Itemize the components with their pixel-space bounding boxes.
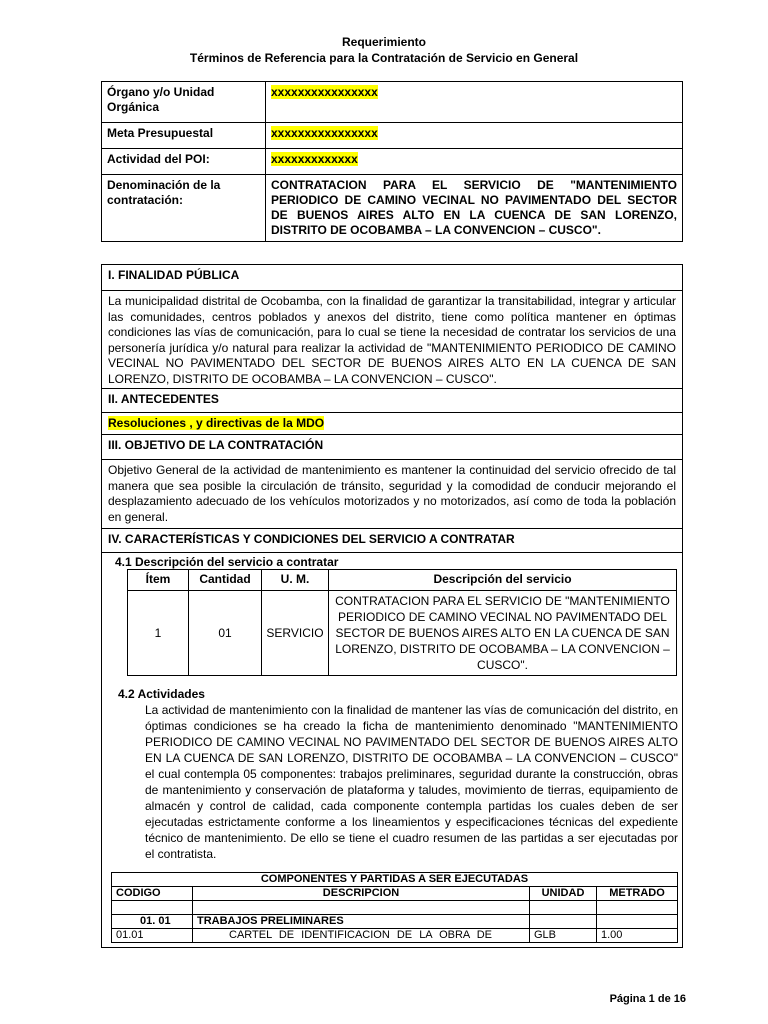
row-descripcion: TRABAJOS PRELIMINARES — [193, 915, 530, 929]
organo-label: Órgano y/o Unidad Orgánica — [102, 82, 266, 123]
row-codigo: 01. 01 — [112, 915, 193, 929]
section-3-text: Objetivo General de la actividad de mantenimiento es mantener la continuidad del servicio ofrecido de tal manera que sea posible la circulación de tránsito, seguridad y la comodidad de conducir mejorando el desplazamiento adecuado de los vehículos motorizados y no motorizados, así como de toda la población en general. — [108, 463, 676, 524]
row-um: SERVICIO — [262, 591, 329, 676]
table-row — [112, 915, 678, 929]
row-metrado — [597, 915, 678, 929]
row-descripcion: CONTRATACION PARA EL SERVICIO DE "MANTENIMIENTO PERIODICO DE CAMINO VECINAL NO PAVIMENTADO DEL SECTOR DE BUENOS AIRES ALTO EN LA CUENCA DE SAN LORENZO, DISTRITO DE OCOBAMBA – LA CONVENCION – CUSCO". — [329, 591, 677, 676]
col-cantidad: Cantidad — [189, 570, 262, 591]
section-1-text: La municipalidad distrital de Ocobamba, con la finalidad de garantizar la transitabilidad, integrar y articular las comunidades, centros poblados y anexos del distrito, tiene como política mantener en óptimas condiciones las vías de comunicación, para lo cual se tiene la necesidad de contratar los servicios de una personería jurídica y/o natural para realizar la actividad de "MANTENIMIENTO PERIODICO DE CAMINO VECINAL NO PAVIMENTADO DEL SECTOR DE BUENOS AIRES ALTO EN LA CUENCA DE SAN LORENZO, DISTRITO DE OCOBAMBA – LA CONVENCION – CUSCO". — [108, 294, 676, 386]
col-item: Ítem — [128, 570, 189, 591]
col-descripcion: Descripción del servicio — [329, 570, 677, 591]
organo-row — [102, 82, 683, 123]
components-table-header — [112, 887, 678, 901]
section-3-title: III. OBJETIVO DE LA CONTRATACIÓN — [108, 438, 324, 452]
row-metrado: 1.00 — [597, 929, 678, 943]
actividad-label: Actividad del POI: — [102, 149, 266, 175]
col-um: U. M. — [262, 570, 329, 591]
denominacion-row — [102, 175, 683, 242]
meta-row — [102, 123, 683, 149]
col-descripcion: DESCRIPCION — [193, 887, 530, 901]
section-1-title: I. FINALIDAD PÚBLICA — [108, 268, 240, 282]
actividad-row — [102, 149, 683, 175]
document-title: Requerimiento — [341, 35, 426, 49]
row-unidad: GLB — [530, 929, 597, 943]
header-info-table — [101, 81, 683, 242]
components-table — [111, 872, 678, 943]
meta-label: Meta Presupuestal — [102, 123, 266, 149]
row-unidad — [530, 915, 597, 929]
row-cantidad: 01 — [189, 591, 262, 676]
col-unidad: UNIDAD — [530, 887, 597, 901]
col-metrado: METRADO — [597, 887, 678, 901]
denominacion-value: CONTRATACION PARA EL SERVICIO DE "MANTENIMIENTO PERIODICO DE CAMINO VECINAL NO PAVIMENTADO DEL SECTOR DE BUENOS AIRES ALTO EN LA CUENCA DE SAN LORENZO, DISTRITO DE OCOBAMBA – LA CONVENCION – CUSCO". — [266, 175, 683, 242]
service-table-header — [128, 570, 677, 591]
section-4-2-title: 4.2 Actividades — [118, 687, 205, 701]
table-row — [112, 929, 678, 943]
page-number: Página 1 de 16 — [609, 993, 686, 1005]
row-codigo: 01.01 — [112, 929, 193, 943]
section-2-title: II. ANTECEDENTES — [108, 392, 219, 406]
document-subtitle: Términos de Referencia para la Contratación de Servicio en General — [189, 51, 579, 65]
section-4-1-title: 4.1 Descripción del servicio a contratar — [115, 555, 339, 569]
service-table — [127, 569, 677, 676]
section-2-text: Resoluciones , y directivas de la MDO — [108, 416, 325, 430]
row-descripcion: CARTEL DE IDENTIFICACION DE LA OBRA DE — [193, 929, 530, 943]
service-table-row — [128, 591, 677, 676]
denominacion-label: Denominación de la contratación: — [102, 175, 266, 242]
section-4-2-text: La actividad de mantenimiento con la finalidad de mantener las vías de comunicación del distrito, en óptimas condiciones se ha creado la ficha de mantenimiento denominado "MANTENIMIENTO PERIODICO DE CAMINO VECINAL NO PAVIMENTADO DEL SECTOR DE BUENOS AIRES ALTO EN LA CUENCA DE SAN LORENZO, DISTRITO DE OCOBAMBA – LA CONVENCION – CUSCO" el cual contempla 05 componentes: trabajos preliminares, seguridad durante la construcción, obras de mantenimiento y conservación de plataforma y taludes, movimiento de tierras, equipamiento de almacén y control de calidad, cada componente contempla partidas los cuales deben de ser ejecutadas estrictamente conforme a los lineamientos y especificaciones técnicas del expediente técnico de mantenimiento. De ello se tiene el cuadro resumen de las partidas a ser ejecutadas por el contratista. — [145, 703, 678, 861]
col-codigo: CODIGO — [112, 887, 193, 901]
actividad-value: xxxxxxxxxxxxx — [271, 152, 358, 166]
organo-value: xxxxxxxxxxxxxxxx — [271, 85, 378, 99]
row-item: 1 — [128, 591, 189, 676]
section-4-title: IV. CARACTERÍSTICAS Y CONDICIONES DEL SERVICIO A CONTRATAR — [108, 532, 515, 546]
components-table-title: COMPONENTES Y PARTIDAS A SER EJECUTADAS — [112, 873, 678, 887]
meta-value: xxxxxxxxxxxxxxxx — [271, 126, 378, 140]
